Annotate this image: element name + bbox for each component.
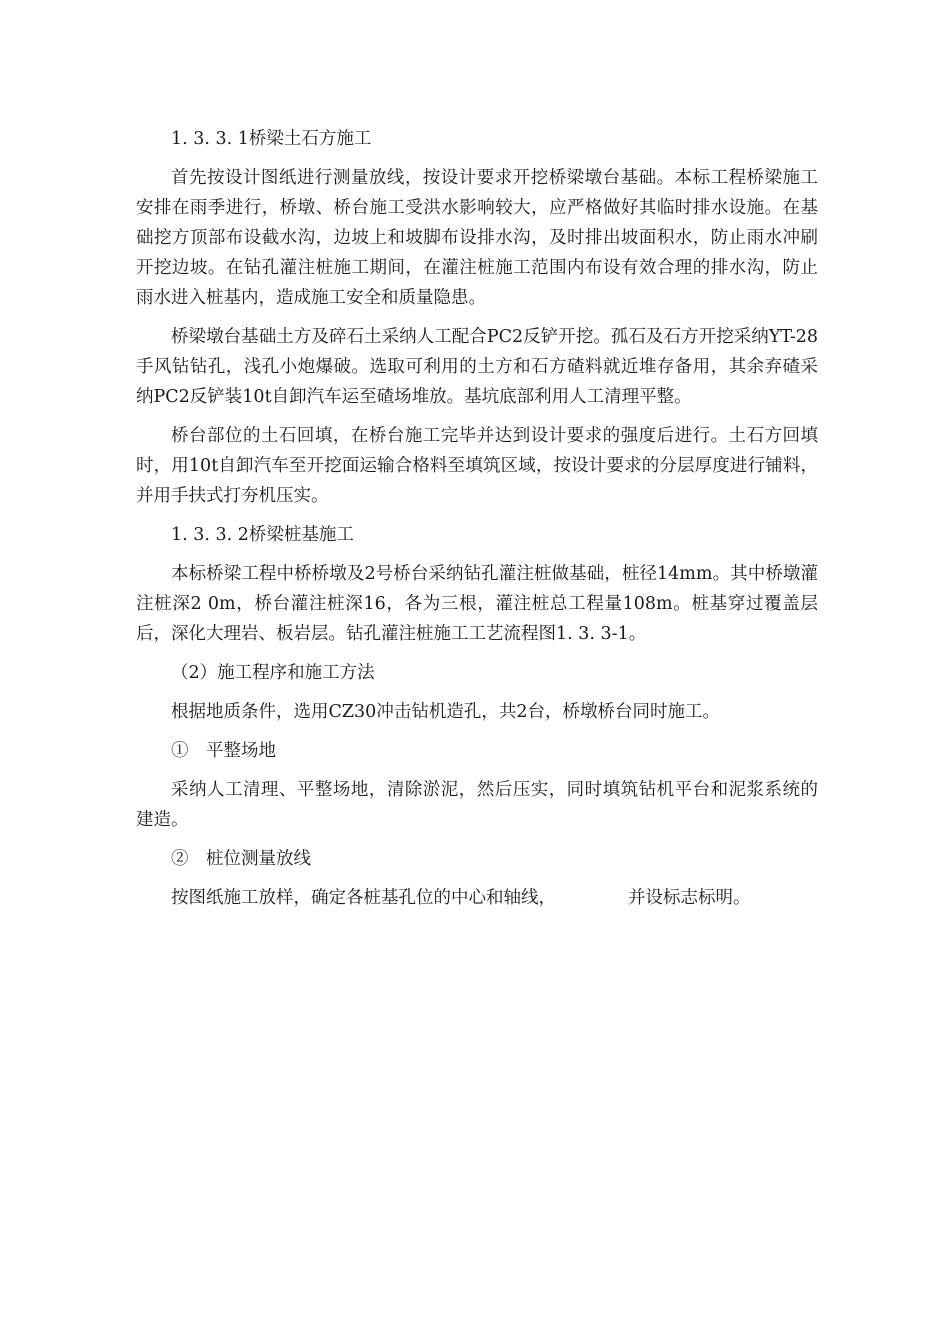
section-heading-1: 1. 3. 3. 1桥梁土石方施工: [171, 129, 372, 149]
paragraph-layout: [136, 883, 818, 913]
paragraph-excavation: 桥梁墩台基础土方及碎石土采纳人工配合PC2反铲开挖。孤石及石方开挖采纳YT-28手风钻钻孔，浅孔小炮爆破。选取可利用的土方和石方碴料就近堆存备用，其余弃碴采纳PC2反铲装10t自卸汽车运至碴场堆放。基坑底部利用人工清理平整。: [136, 327, 818, 407]
paragraph-drainage: 首先按设计图纸进行测量放线，按设计要求开挖桥梁墩台基础。本标工程桥梁施工安排在雨季进行，桥墩、桥台施工受洪水影响较大，应严格做好其临时排水设施。在基础挖方顶部布设截水沟，边坡上和坡脚布设排水沟，及时排出坡面积水，防止雨水冲刷开挖边坡。在钻孔灌注桩施工期间，在灌注桩施工范围内布设有效合理的排水沟，防止雨水进入桩基内，造成施工安全和质量隐患。: [136, 168, 818, 308]
paragraph-backfill: 桥台部位的土石回填，在桥台施工完毕并达到设计要求的强度后进行。土石方回填时，用10t自卸汽车至开挖面运输合格料至填筑区域，按设计要求的分层厚度进行铺料，并用手扶式打夯机压实。: [136, 426, 818, 506]
step-heading-2: ② 桩位测量放线: [171, 849, 311, 869]
subsection-heading: （2）施工程序和施工方法: [171, 663, 375, 683]
section-heading-2: 1. 3. 3. 2桥梁桩基施工: [171, 525, 354, 545]
paragraph-drilling-rig: 根据地质条件，选用CZ30冲击钻机造孔，共2台，桥墩桥台同时施工。: [171, 702, 720, 722]
layout-text-part-1: 按图纸施工放样，确定各桩基孔位的中心和轴线，: [171, 888, 556, 908]
document-body: [136, 124, 818, 913]
paragraph-pile-foundation: 本标桥梁工程中桥桥墩及2号桥台采纳钻孔灌注桩做基础，桩径14mm。其中桥墩灌注桩深2 0m，桥台灌注桩深16，各为三根，灌注桩总工程量108m。桩基穿过覆盖层后，深化大理岩、板岩层。钻孔灌注桩施工工艺流程图1. 3. 3-1。: [136, 564, 818, 644]
step-heading-1: ① 平整场地: [171, 741, 276, 761]
layout-text-part-2: 并设标志标明。: [628, 888, 751, 908]
paragraph-site-leveling: 采纳人工清理、平整场地，清除淤泥，然后压实，同时填筑钻机平台和泥浆系统的建造。: [136, 780, 818, 830]
